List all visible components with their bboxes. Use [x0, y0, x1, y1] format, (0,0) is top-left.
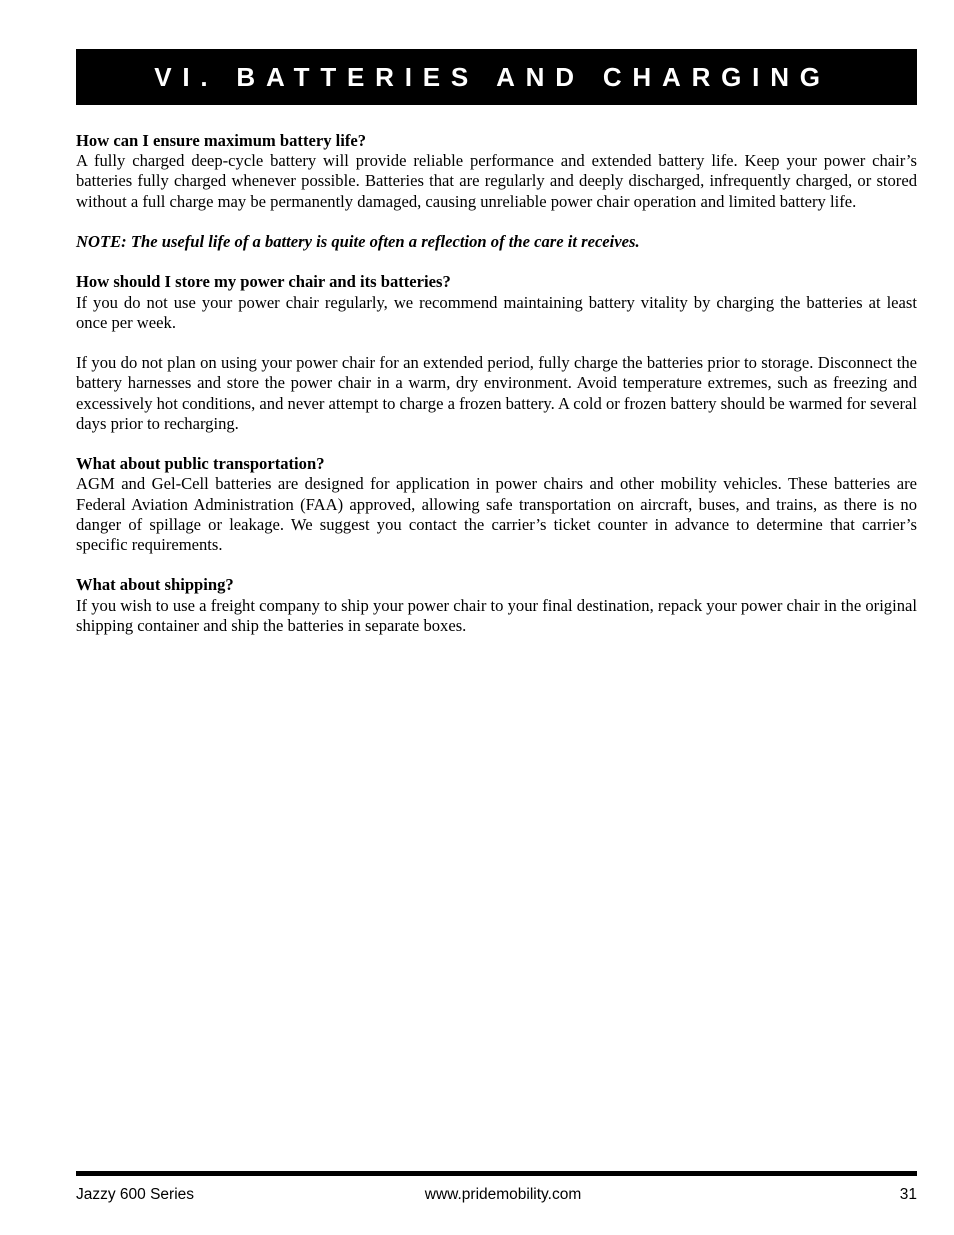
- spacer: [76, 555, 917, 575]
- answer-paragraph: If you do not plan on using your power chair for an extended period, fully charge the batteries prior to storage. Disconnect the battery harnesses and store the power chair in a warm, dry environment. Avoid temperature extremes, such as freezing and excessively hot conditions, and never attempt to charge a frozen battery. A cold or frozen battery should be warmed for several days prior to recharging.: [76, 353, 917, 433]
- answer-paragraph: If you wish to use a freight company to ship your power chair to your final destination, repack your power chair in the original shipping container and ship the batteries in separate boxes.: [76, 595, 917, 635]
- spacer: [76, 333, 917, 353]
- spacer: [76, 434, 917, 454]
- section-title: VI. BATTERIES AND CHARGING: [154, 62, 831, 92]
- spacer: [76, 252, 917, 272]
- answer-paragraph: A fully charged deep-cycle battery will provide reliable performance and extended battery life. Keep your power chair’s batteries fully charged whenever possible. Batteries that are regularly and deeply discharged, infrequently charged, or stored without a full charge may be permanently damaged, causing unreliable power chair operation and limited battery life.: [76, 151, 917, 211]
- question-heading: How should I store my power chair and its batteries?: [76, 272, 451, 292]
- answer-paragraph: AGM and Gel-Cell batteries are designed for application in power chairs and other mobility vehicles. These batteries are Federal Aviation Administration (FAA) approved, allowing safe transportation on aircraft, buses, and trains, as there is no danger of spillage or leakage. We suggest you contact the carrier’s ticket counter in advance to determine that carrier’s specific requirements.: [76, 474, 917, 554]
- spacer: [76, 212, 917, 232]
- page-content: [76, 131, 917, 636]
- question-heading: What about public transportation?: [76, 454, 325, 474]
- question-heading: How can I ensure maximum battery life?: [76, 131, 367, 150]
- page-number: 31: [899, 1186, 917, 1203]
- footer-product-name: Jazzy 600 Series: [76, 1186, 195, 1203]
- note-text: NOTE: The useful life of a battery is quite often a reflection of the care it receives.: [76, 232, 640, 251]
- page-footer: [76, 1185, 917, 1205]
- section-header-bar: [76, 49, 917, 105]
- footer-rule: [76, 1171, 917, 1176]
- answer-paragraph: If you do not use your power chair regularly, we recommend maintaining battery vitality by charging the batteries at least once per week.: [76, 292, 917, 332]
- footer-website: www.pridemobility.com: [424, 1186, 582, 1203]
- question-heading: What about shipping?: [76, 575, 234, 595]
